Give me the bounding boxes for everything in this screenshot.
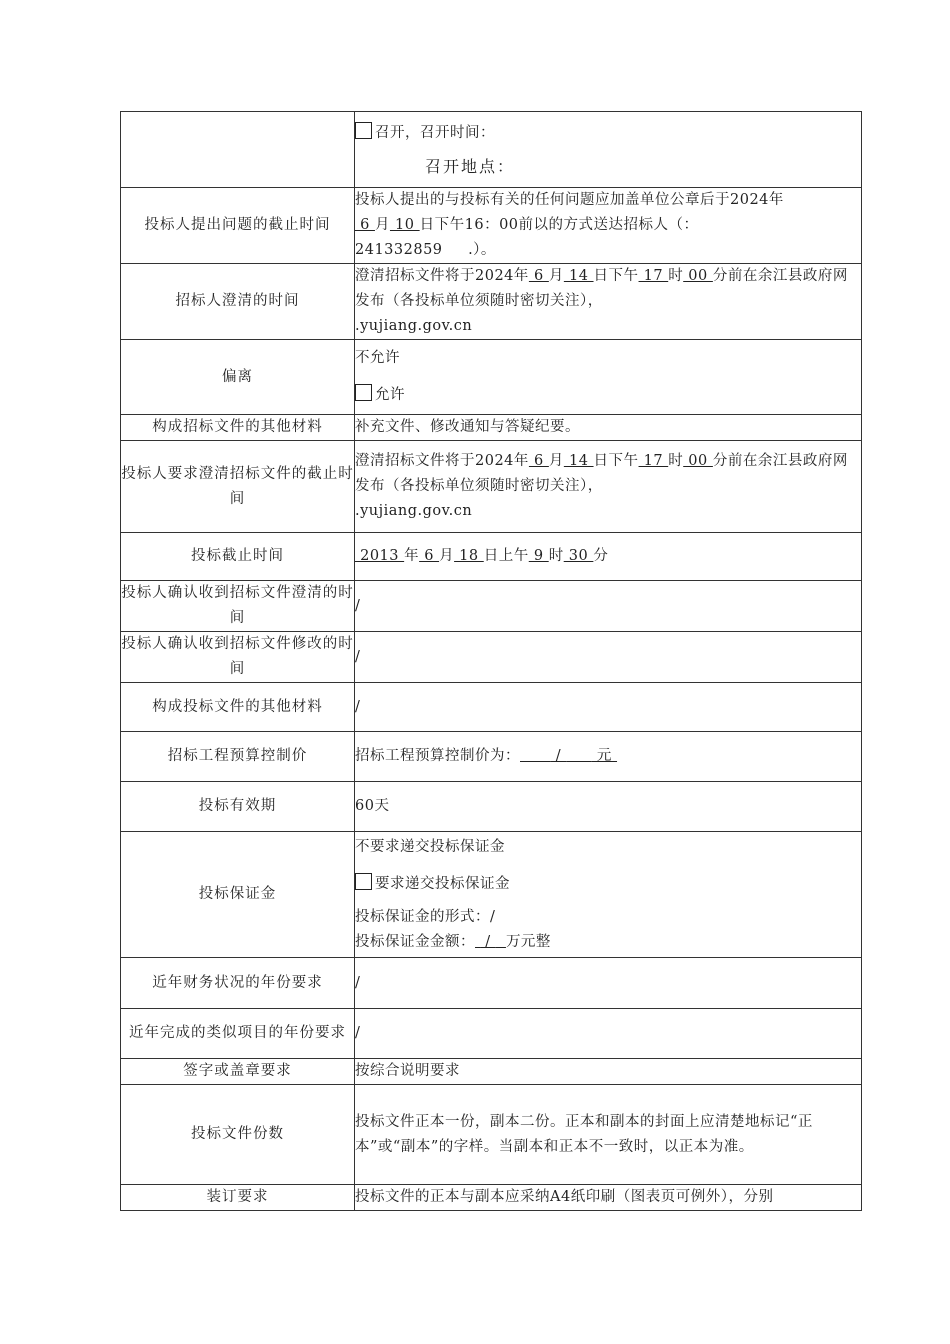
- table-row: 招标工程预算控制价 招标工程预算控制价为： / 元: [121, 732, 862, 782]
- contact-value: 241332859: [355, 242, 443, 258]
- checkbox-icon[interactable]: [355, 384, 372, 401]
- row-label: 投标有效期: [121, 782, 355, 832]
- row-label: 投标保证金: [121, 832, 355, 958]
- checkbox-icon[interactable]: [355, 122, 372, 139]
- day-value: 10: [389, 217, 420, 233]
- row-label: 签字或盖章要求: [121, 1059, 355, 1085]
- row-label: 投标人确认收到招标文件澄清的时间: [121, 581, 355, 632]
- month-value: 6: [355, 217, 375, 233]
- table-row: 招标人澄清的时间 澄清招标文件将于2024年 6 月 14 日下午 17 时 00 分前在余江县政府网发布（各投标单位须随时密切关注）， .yujiang.gov.cn: [121, 264, 862, 340]
- row-label: [121, 112, 355, 188]
- bid-info-table: [120, 111, 862, 1211]
- row-label: 投标人要求澄清招标文件的截止时间: [121, 441, 355, 533]
- table-row: 近年完成的类似项目的年份要求 /: [121, 1009, 862, 1059]
- table-row: [121, 112, 862, 188]
- row-label: 招标人澄清的时间: [121, 264, 355, 340]
- checkbox-icon[interactable]: [355, 873, 372, 890]
- table-row: 签字或盖章要求 按综合说明要求: [121, 1059, 862, 1085]
- table-row: 装订要求 投标文件的正本与副本应采纳A4纸印刷（图表页可例外），分别: [121, 1185, 862, 1211]
- table-row: 构成投标文件的其他材料 /: [121, 683, 862, 732]
- row-label: 投标人确认收到招标文件修改的时间: [121, 632, 355, 683]
- table-row: 构成招标文件的其他材料 补充文件、修改通知与答疑纪要。: [121, 415, 862, 441]
- meeting-open-text: 召开，召开时间：: [375, 124, 495, 141]
- meeting-location: 召开地点：: [425, 156, 516, 176]
- row-label: 装订要求: [121, 1185, 355, 1211]
- table-row: 投标截止时间 2013 年 6 月 18 日上午 9 时 30 分: [121, 533, 862, 581]
- table-row: 投标保证金 不要求递交投标保证金 要求递交投标保证金 投标保证金的形式：/ 投标保证金金额： / 万元整: [121, 832, 862, 958]
- row-label: 近年财务状况的年份要求: [121, 958, 355, 1009]
- table-row: 投标人提出问题的截止时间 投标人提出的与投标有关的任何问题应加盖单位公章后于2024年 6 月 10 日下午16：00前以的方式送达招标人（： 241332859 .）。: [121, 188, 862, 264]
- url-text: .yujiang.gov.cn: [355, 503, 473, 519]
- url-text: .yujiang.gov.cn: [355, 318, 473, 334]
- row-label: 投标人提出问题的截止时间: [121, 188, 355, 264]
- table-row: 偏离 不允许 允许: [121, 340, 862, 415]
- row-label: 偏离: [121, 340, 355, 415]
- table-row: 投标人确认收到招标文件修改的时间 /: [121, 632, 862, 683]
- row-label: 投标截止时间: [121, 533, 355, 581]
- table-row: 投标文件份数 投标文件正本一份，副本二份。正本和副本的封面上应清楚地标记“正本”或“副本”的字样。当副本和正本不一致时，以正本为准。: [121, 1085, 862, 1185]
- row-label: 近年完成的类似项目的年份要求: [121, 1009, 355, 1059]
- row-label: 招标工程预算控制价: [121, 732, 355, 782]
- table-row: 近年财务状况的年份要求 /: [121, 958, 862, 1009]
- table-row: 投标有效期 60天: [121, 782, 862, 832]
- table-row: 投标人要求澄清招标文件的截止时间 澄清招标文件将于2024年 6 月 14 日下午 17 时 00 分前在余江县政府网发布（各投标单位须随时密切关注）， .yujiang.gov.cn: [121, 441, 862, 533]
- row-label: 投标文件份数: [121, 1085, 355, 1185]
- row-label: 构成投标文件的其他材料: [121, 683, 355, 732]
- table-row: 投标人确认收到招标文件澄清的时间 /: [121, 581, 862, 632]
- row-label: 构成招标文件的其他材料: [121, 415, 355, 441]
